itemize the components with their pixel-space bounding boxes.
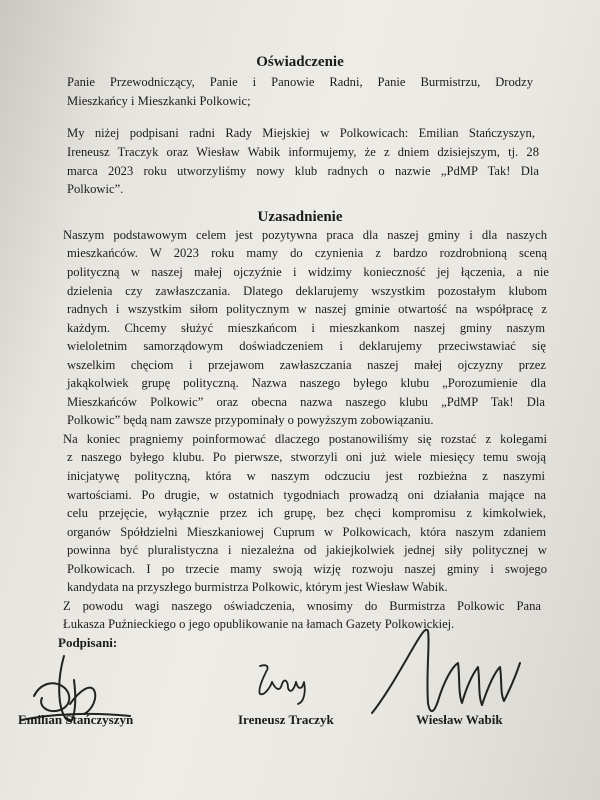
body-line: Naszym podstawowym celem jest pozytywna praca dla naszej gminy i dla naszych bbox=[63, 228, 547, 242]
body-line: polityczną w naszej małej ojczyźnie i widzimy konieczność jej łączenia, a nie bbox=[67, 265, 549, 279]
document-title: Oświadczenie bbox=[256, 54, 344, 70]
section-title: Uzasadnienie bbox=[257, 209, 343, 225]
signed-label: Podpisani: bbox=[58, 635, 118, 650]
salutation-line: Mieszkańcy i Mieszkanki Polkowic; bbox=[67, 94, 251, 108]
body-line: Na koniec pragniemy poinformować dlaczego postanowiliśmy się rozstać z kolegami bbox=[63, 432, 547, 446]
signature-traczyk bbox=[250, 660, 320, 708]
body-line: Z powodu wagi naszego oświadczenia, wnosimy do Burmistrza Polkowic Pana bbox=[63, 599, 541, 613]
body-line: Mieszkańców Polkowic” oraz obecna nazwa naszego klubu „PdMP Tak! Dla bbox=[67, 395, 545, 409]
intro-line: marca 2023 roku utworzyliśmy nowy klub radnych o nazwie „PdMP Tak! Dla bbox=[67, 164, 539, 178]
body-line: mieszkańców. W 2023 roku mamy do czynienia z bardzo rozdrobnioną sceną bbox=[67, 246, 547, 260]
body-line: Łukasza Puźnieckiego o jego opublikowanie na łamach Gazety Polkowickiej. bbox=[63, 617, 455, 631]
signature-wabik bbox=[368, 623, 528, 723]
body-line: organów Spółdzielni Mieszkaniowej Cuprum w Polkowicach, która naszym zdaniem bbox=[67, 525, 546, 539]
body-line: z naszego byłego klubu. Po pierwsze, stworzyli oni już wiele miesięcy temu swoją bbox=[67, 450, 546, 464]
body-line: inicjatywę polityczną, która w naszym odczuciu jest rozbieżna z naszymi bbox=[67, 469, 545, 483]
intro-line: My niżej podpisani radni Rady Miejskiej w Polkowicach: Emilian Stańczyszyn, bbox=[67, 126, 535, 140]
intro-line: Polkowic”. bbox=[67, 182, 124, 196]
body-line: Polkowic” będą nam zawsze przypominały o powyższym zobowiązaniu. bbox=[67, 413, 434, 427]
body-line: celu przejęcie, wyłącznie przez ich grupę, bez chęci kompromisu z kimkolwiek, bbox=[67, 506, 546, 520]
body-line: wszelkim chęciom i przejawom zawłaszczania naszej małej ojczyzny przez bbox=[67, 358, 546, 372]
signatory-name: Wiesław Wabik bbox=[416, 712, 503, 727]
body-line: wieloletnim samorządowym doświadczeniem i deklarujemy przeciwstawiać się bbox=[67, 339, 546, 353]
body-line: każdym. Chcemy służyć mieszkańcom i mieszkankom naszej gminy naszym bbox=[67, 321, 545, 335]
body-line: wartościami. Po drugie, w ostatnich tygodniach prowadzą oni działania mające na bbox=[67, 488, 546, 502]
salutation-line: Panie Przewodniczący, Panie i Panowie Radni, Panie Burmistrzu, Drodzy bbox=[67, 75, 533, 89]
signatory-name: Ireneusz Traczyk bbox=[238, 712, 334, 727]
signatory-name: Emilian Stańczyszyn bbox=[18, 712, 134, 727]
body-line: dzielenia czy zawłaszczania. Dlatego deklarujemy wszystkim pozostałym klubom bbox=[67, 284, 547, 298]
body-line: jakąkolwiek grupę polityczną. Nazwa naszego byłego klubu „Porozumienie dla bbox=[67, 376, 546, 390]
intro-line: Ireneusz Traczyk oraz Wiesław Wabik informujemy, że z dniem dzisiejszym, tj. 28 bbox=[67, 145, 539, 159]
body-line: kandydata na przyszłego burmistrza Polkowic, którym jest Wiesław Wabik. bbox=[67, 580, 448, 594]
body-line: radnych i wszystkim siłom politycznym w naszej gminie otwartość na współpracę z bbox=[67, 302, 547, 316]
body-line: Polkowicach. I po trzecie mamy swoją wizję rozwoju naszej gminy i swojego bbox=[67, 562, 547, 576]
body-line: powinna być pluralistyczna i niezależna od jakiejkolwiek jednej siły politycznej w bbox=[67, 543, 547, 557]
